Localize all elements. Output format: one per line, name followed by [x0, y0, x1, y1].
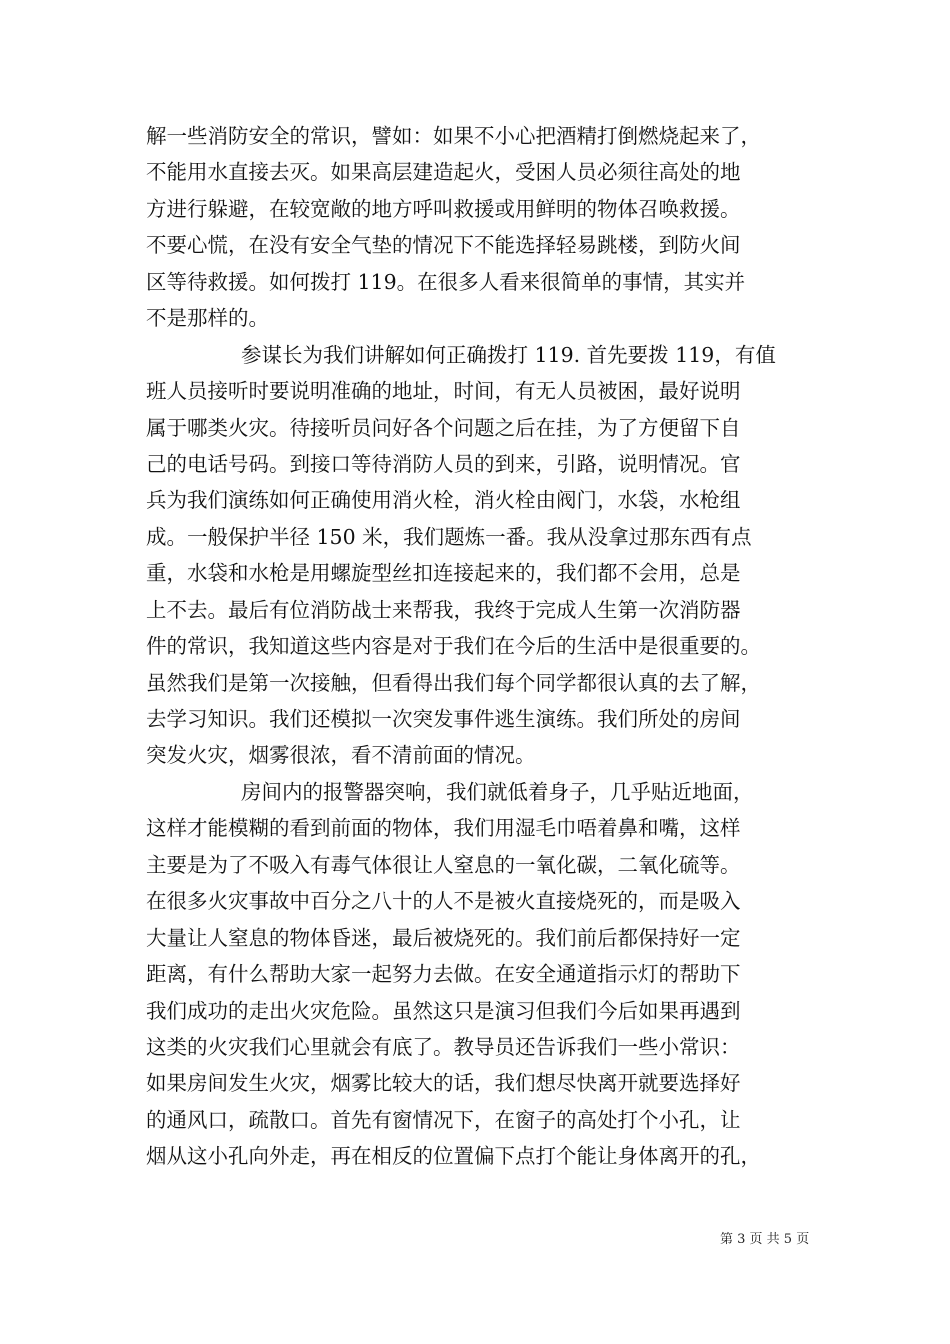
text-line: 区等待救援。如何拨打 119。在很多人看来很简单的事情，其实并: [146, 269, 746, 294]
text-line: 己的电话号码。到接口等待消防人员的到来，引路，说明情况。官: [146, 451, 741, 476]
text-line: 解一些消防安全的常识，譬如：如果不小心把酒精打倒燃烧起来了，: [146, 124, 761, 148]
text-line: 成。一般保护半径 150 米，我们题炼一番。我从没拿过那东西有点: [146, 524, 752, 549]
page-number-footer: 第 3 页 共 5 页: [720, 1232, 810, 1247]
text-line: 的通风口，疏散口。首先有窗情况下，在窗子的高处打个小孔，让: [146, 1107, 741, 1132]
text-line: 件的常识，我知道这些内容是对于我们在今后的生活中是很重要的。: [146, 634, 761, 659]
text-line: 属于哪类火灾。待接听员问好各个问题之后在挂，为了方便留下自: [146, 415, 741, 440]
text-line: 房间内的报警器突响，我们就低着身子，几乎贴近地面，: [241, 779, 754, 804]
text-line: 我们成功的走出火灾危险。虽然这只是演习但我们今后如果再遇到: [146, 998, 741, 1023]
text-line: 烟从这小孔向外走，再在相反的位置偏下点打个能让身体离开的孔，: [146, 1144, 761, 1169]
text-line: 这样才能模糊的看到前面的物体，我们用湿毛巾唔着鼻和嘴，这样: [146, 816, 741, 841]
text-line: 如果房间发生火灾，烟雾比较大的话，我们想尽快离开就要选择好: [146, 1071, 741, 1096]
text-line: 方进行躲避，在较宽敞的地方呼叫救援或用鲜明的物体召唤救援。: [146, 196, 741, 221]
text-line: 在很多火灾事故中百分之八十的人不是被火直接烧死的，而是吸入: [146, 889, 741, 914]
text-line: 大量让人窒息的物体昏迷，最后被烧死的。我们前后都保持好一定: [146, 925, 741, 950]
text-line: 去学习知识。我们还模拟一次突发事件逃生演练。我们所处的房间: [146, 707, 741, 731]
text-line: 主要是为了不吸入有毒气体很让人窒息的一氧化碳，二氧化硫等。: [146, 852, 741, 877]
body-text: [146, 118, 806, 1175]
text-line: 距离，有什么帮助大家一起努力去做。在安全通道指示灯的帮助下: [146, 962, 741, 987]
text-line: 重，水袋和水枪是用螺旋型丝扣连接起来的，我们都不会用，总是: [146, 561, 741, 586]
text-line: 不能用水直接去灭。如果高层建造起火，受困人员必须往高处的地: [146, 160, 741, 185]
text-line: 突发火灾，烟雾很浓，看不清前面的情况。: [146, 743, 536, 768]
text-line: 参谋长为我们讲解如何正确拨打 119. 首先要拨 119，有值: [241, 342, 776, 367]
text-line: 不要心慌，在没有安全气垫的情况下不能选择轻易跳楼，到防火间: [146, 233, 741, 258]
text-line: 班人员接听时要说明准确的地址，时间，有无人员被困，最好说明: [146, 379, 741, 404]
text-line: 上不去。最后有位消防战士来帮我，我终于完成人生第一次消防器: [146, 597, 741, 622]
text-line: 虽然我们是第一次接触，但看得出我们每个同学都很认真的去了解，: [146, 670, 761, 695]
text-line: 不是那样的。: [146, 306, 269, 331]
text-line: 这类的火灾我们心里就会有底了。教导员还告诉我们一些小常识：: [146, 1034, 741, 1059]
text-line: 兵为我们演练如何正确使用消火栓，消火栓由阀门，水袋，水枪组: [146, 488, 741, 513]
